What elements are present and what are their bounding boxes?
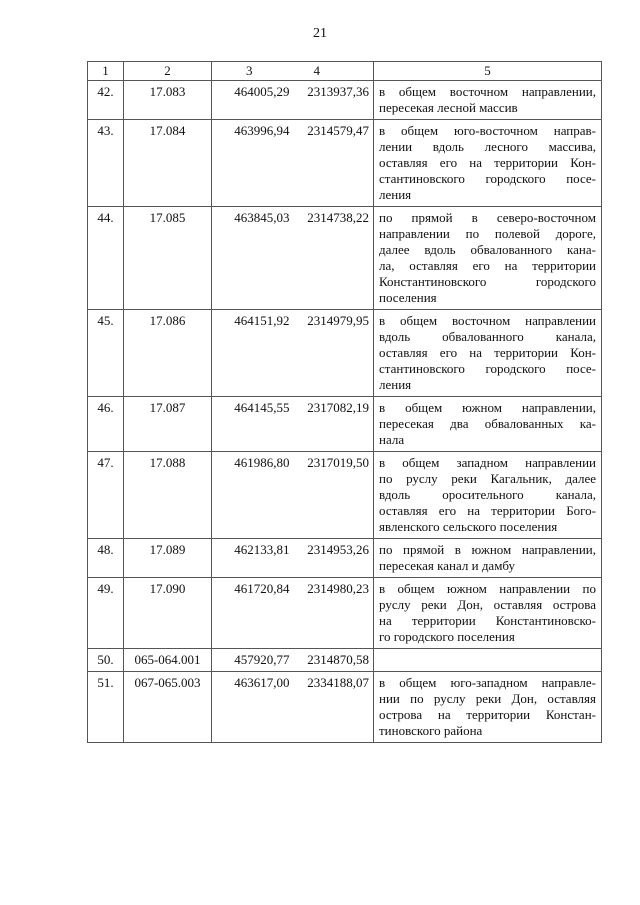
- coordinate-x: 464145,55: [212, 397, 292, 452]
- description-line: ления: [379, 187, 412, 202]
- coordinate-x: 463845,03: [212, 207, 292, 310]
- coordinate-x: 464005,29: [212, 81, 292, 120]
- header-col-1: 1: [88, 62, 124, 81]
- description-line: по прямой в северо-восточном: [379, 210, 596, 225]
- boundary-description: [374, 578, 602, 649]
- description-line: стантиновского городского посе-: [379, 361, 596, 376]
- table-row: [88, 649, 602, 672]
- row-number: 42.: [88, 81, 124, 120]
- description-line: в общем восточном направлении: [379, 313, 596, 328]
- description-line: го городского поселения: [379, 629, 515, 644]
- description-line: руслу реки Дон, оставляя острова: [379, 597, 596, 612]
- row-number: 47.: [88, 452, 124, 539]
- boundary-points-table: [87, 61, 602, 743]
- description-line: по руслу реки Кагальник, далее: [379, 471, 596, 486]
- table-row: [88, 672, 602, 743]
- boundary-description: [374, 120, 602, 207]
- coordinate-y: 2314980,23: [292, 578, 374, 649]
- header-col-5: 5: [374, 62, 602, 81]
- description-line: далее вдоль обвалованного кана-: [379, 242, 596, 257]
- boundary-description: [374, 310, 602, 397]
- coordinate-x: 463617,00: [212, 672, 292, 743]
- boundary-description: [374, 207, 602, 310]
- table-body: [88, 81, 602, 743]
- description-line: поселения: [379, 290, 437, 305]
- description-line: на территории Константиновско-: [379, 613, 596, 628]
- description-line: в общем юго-восточном направ-: [379, 123, 596, 138]
- point-id: 17.085: [124, 207, 212, 310]
- description-line: острова на территории Констан-: [379, 707, 596, 722]
- coordinate-x: 463996,94: [212, 120, 292, 207]
- table-row: [88, 310, 602, 397]
- coordinate-y: 2313937,36: [292, 81, 374, 120]
- table-row: [88, 397, 602, 452]
- description-line: стантиновского городского посе-: [379, 171, 596, 186]
- point-id: 17.088: [124, 452, 212, 539]
- description-line: в общем юго-западном направле-: [379, 675, 596, 690]
- table-row: [88, 81, 602, 120]
- coordinate-x: 457920,77: [212, 649, 292, 672]
- coordinate-x: 461986,80: [212, 452, 292, 539]
- boundary-description: [374, 649, 602, 672]
- description-line: нала: [379, 432, 405, 447]
- description-line: лении вдоль лесного массива,: [379, 139, 596, 154]
- table-row: [88, 539, 602, 578]
- description-line: в общем южном направлении,: [379, 400, 596, 415]
- description-line: явленского сельского поселения: [379, 519, 558, 534]
- description-line: пересекая канал и дамбу: [379, 558, 516, 573]
- point-id: 17.084: [124, 120, 212, 207]
- row-number: 43.: [88, 120, 124, 207]
- coordinate-y: 2314738,22: [292, 207, 374, 310]
- description-line: по прямой в южном направлении,: [379, 542, 596, 557]
- row-number: 49.: [88, 578, 124, 649]
- description-line: ла, оставляя его на территории: [379, 258, 596, 273]
- description-line: оставляя его на территории Кон-: [379, 155, 596, 170]
- description-line: в общем южном направлении по: [379, 581, 596, 596]
- coordinate-y: 2314870,58: [292, 649, 374, 672]
- description-line: оставляя его на территории Кон-: [379, 345, 596, 360]
- point-id: 17.086: [124, 310, 212, 397]
- table-row: [88, 207, 602, 310]
- coordinate-y: 2314979,95: [292, 310, 374, 397]
- description-line: пересекая лесной массив: [379, 100, 518, 115]
- description-line: в общем западном направлении: [379, 455, 596, 470]
- coordinate-y: 2314953,26: [292, 539, 374, 578]
- point-id: 17.090: [124, 578, 212, 649]
- coordinate-x: 462133,81: [212, 539, 292, 578]
- boundary-description: [374, 539, 602, 578]
- boundary-description: [374, 672, 602, 743]
- boundary-description: [374, 397, 602, 452]
- coordinate-y: 2334188,07: [292, 672, 374, 743]
- row-number: 50.: [88, 649, 124, 672]
- description-line: вдоль оросительного канала,: [379, 487, 596, 502]
- description-line: Константиновского городского: [379, 274, 596, 289]
- description-line: пересекая два обвалованных ка-: [379, 416, 596, 431]
- description-line: в общем восточном направлении,: [379, 84, 596, 99]
- point-id: 067-065.003: [124, 672, 212, 743]
- coordinate-y: 2314579,47: [292, 120, 374, 207]
- row-number: 46.: [88, 397, 124, 452]
- page-number: 21: [313, 26, 327, 41]
- point-id: 17.089: [124, 539, 212, 578]
- table-header-row: [88, 62, 602, 81]
- point-id: 065-064.001: [124, 649, 212, 672]
- boundary-description: [374, 452, 602, 539]
- header-col-4: 4: [292, 62, 374, 81]
- coordinate-y: 2317019,50: [292, 452, 374, 539]
- header-col-2: 2: [124, 62, 212, 81]
- table-row: [88, 578, 602, 649]
- coordinate-y: 2317082,19: [292, 397, 374, 452]
- description-line: оставляя его на территории Бого-: [379, 503, 596, 518]
- row-number: 44.: [88, 207, 124, 310]
- description-line: нии по руслу реки Дон, оставляя: [379, 691, 596, 706]
- row-number: 48.: [88, 539, 124, 578]
- description-line: вдоль обвалованного канала,: [379, 329, 596, 344]
- description-line: ления: [379, 377, 412, 392]
- table-row: [88, 120, 602, 207]
- row-number: 45.: [88, 310, 124, 397]
- coordinate-x: 461720,84: [212, 578, 292, 649]
- point-id: 17.083: [124, 81, 212, 120]
- boundary-description: [374, 81, 602, 120]
- coordinate-x: 464151,92: [212, 310, 292, 397]
- point-id: 17.087: [124, 397, 212, 452]
- description-line: тиновского района: [379, 723, 483, 738]
- header-col-3: 3: [212, 62, 292, 81]
- table-row: [88, 452, 602, 539]
- description-line: направлении по полевой дороге,: [379, 226, 596, 241]
- row-number: 51.: [88, 672, 124, 743]
